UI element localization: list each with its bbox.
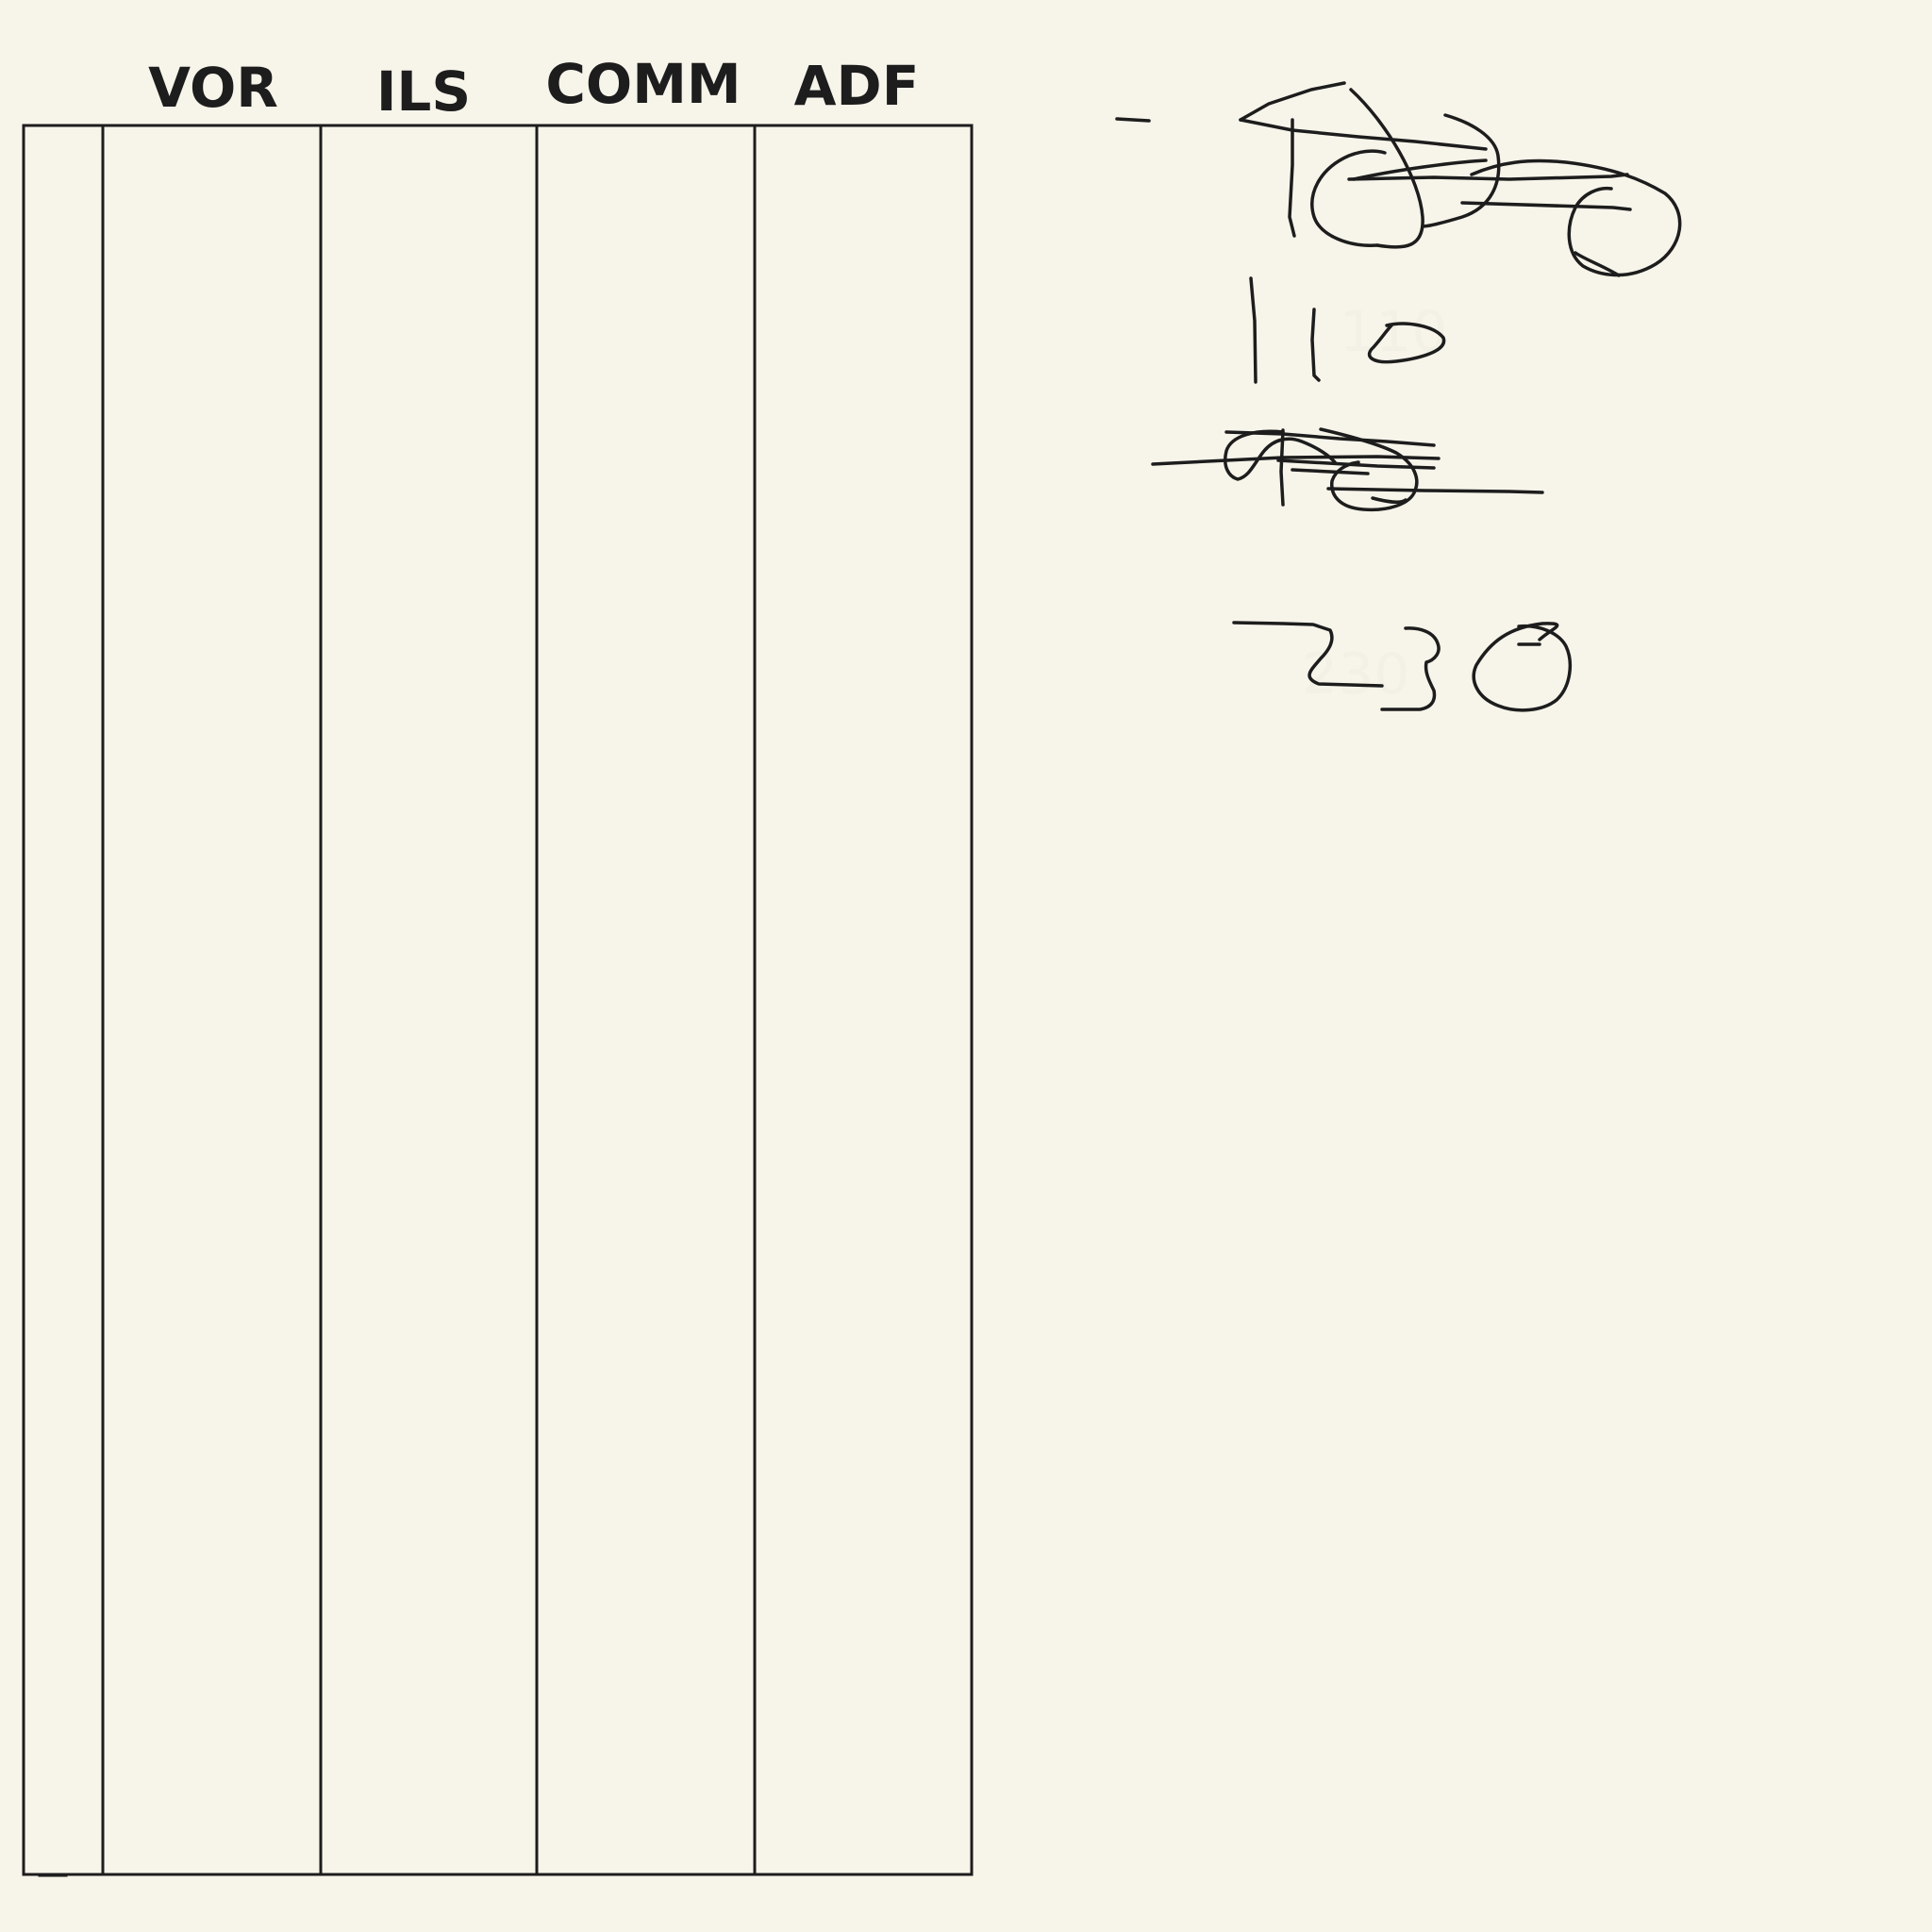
handwritten-number-110-text: 110 [1340, 299, 1448, 365]
handwritten-struck-scribble-middle [1153, 429, 1542, 509]
column-header-adf: ADF [793, 54, 920, 118]
column-header-ils: ILS [375, 59, 472, 124]
handwritten-number-230-text: 230 [1302, 641, 1410, 708]
handwritten-struck-scribble-top [1117, 83, 1680, 275]
column-header-comm: COMM [545, 52, 741, 116]
column-header-vor: VOR [148, 56, 278, 120]
